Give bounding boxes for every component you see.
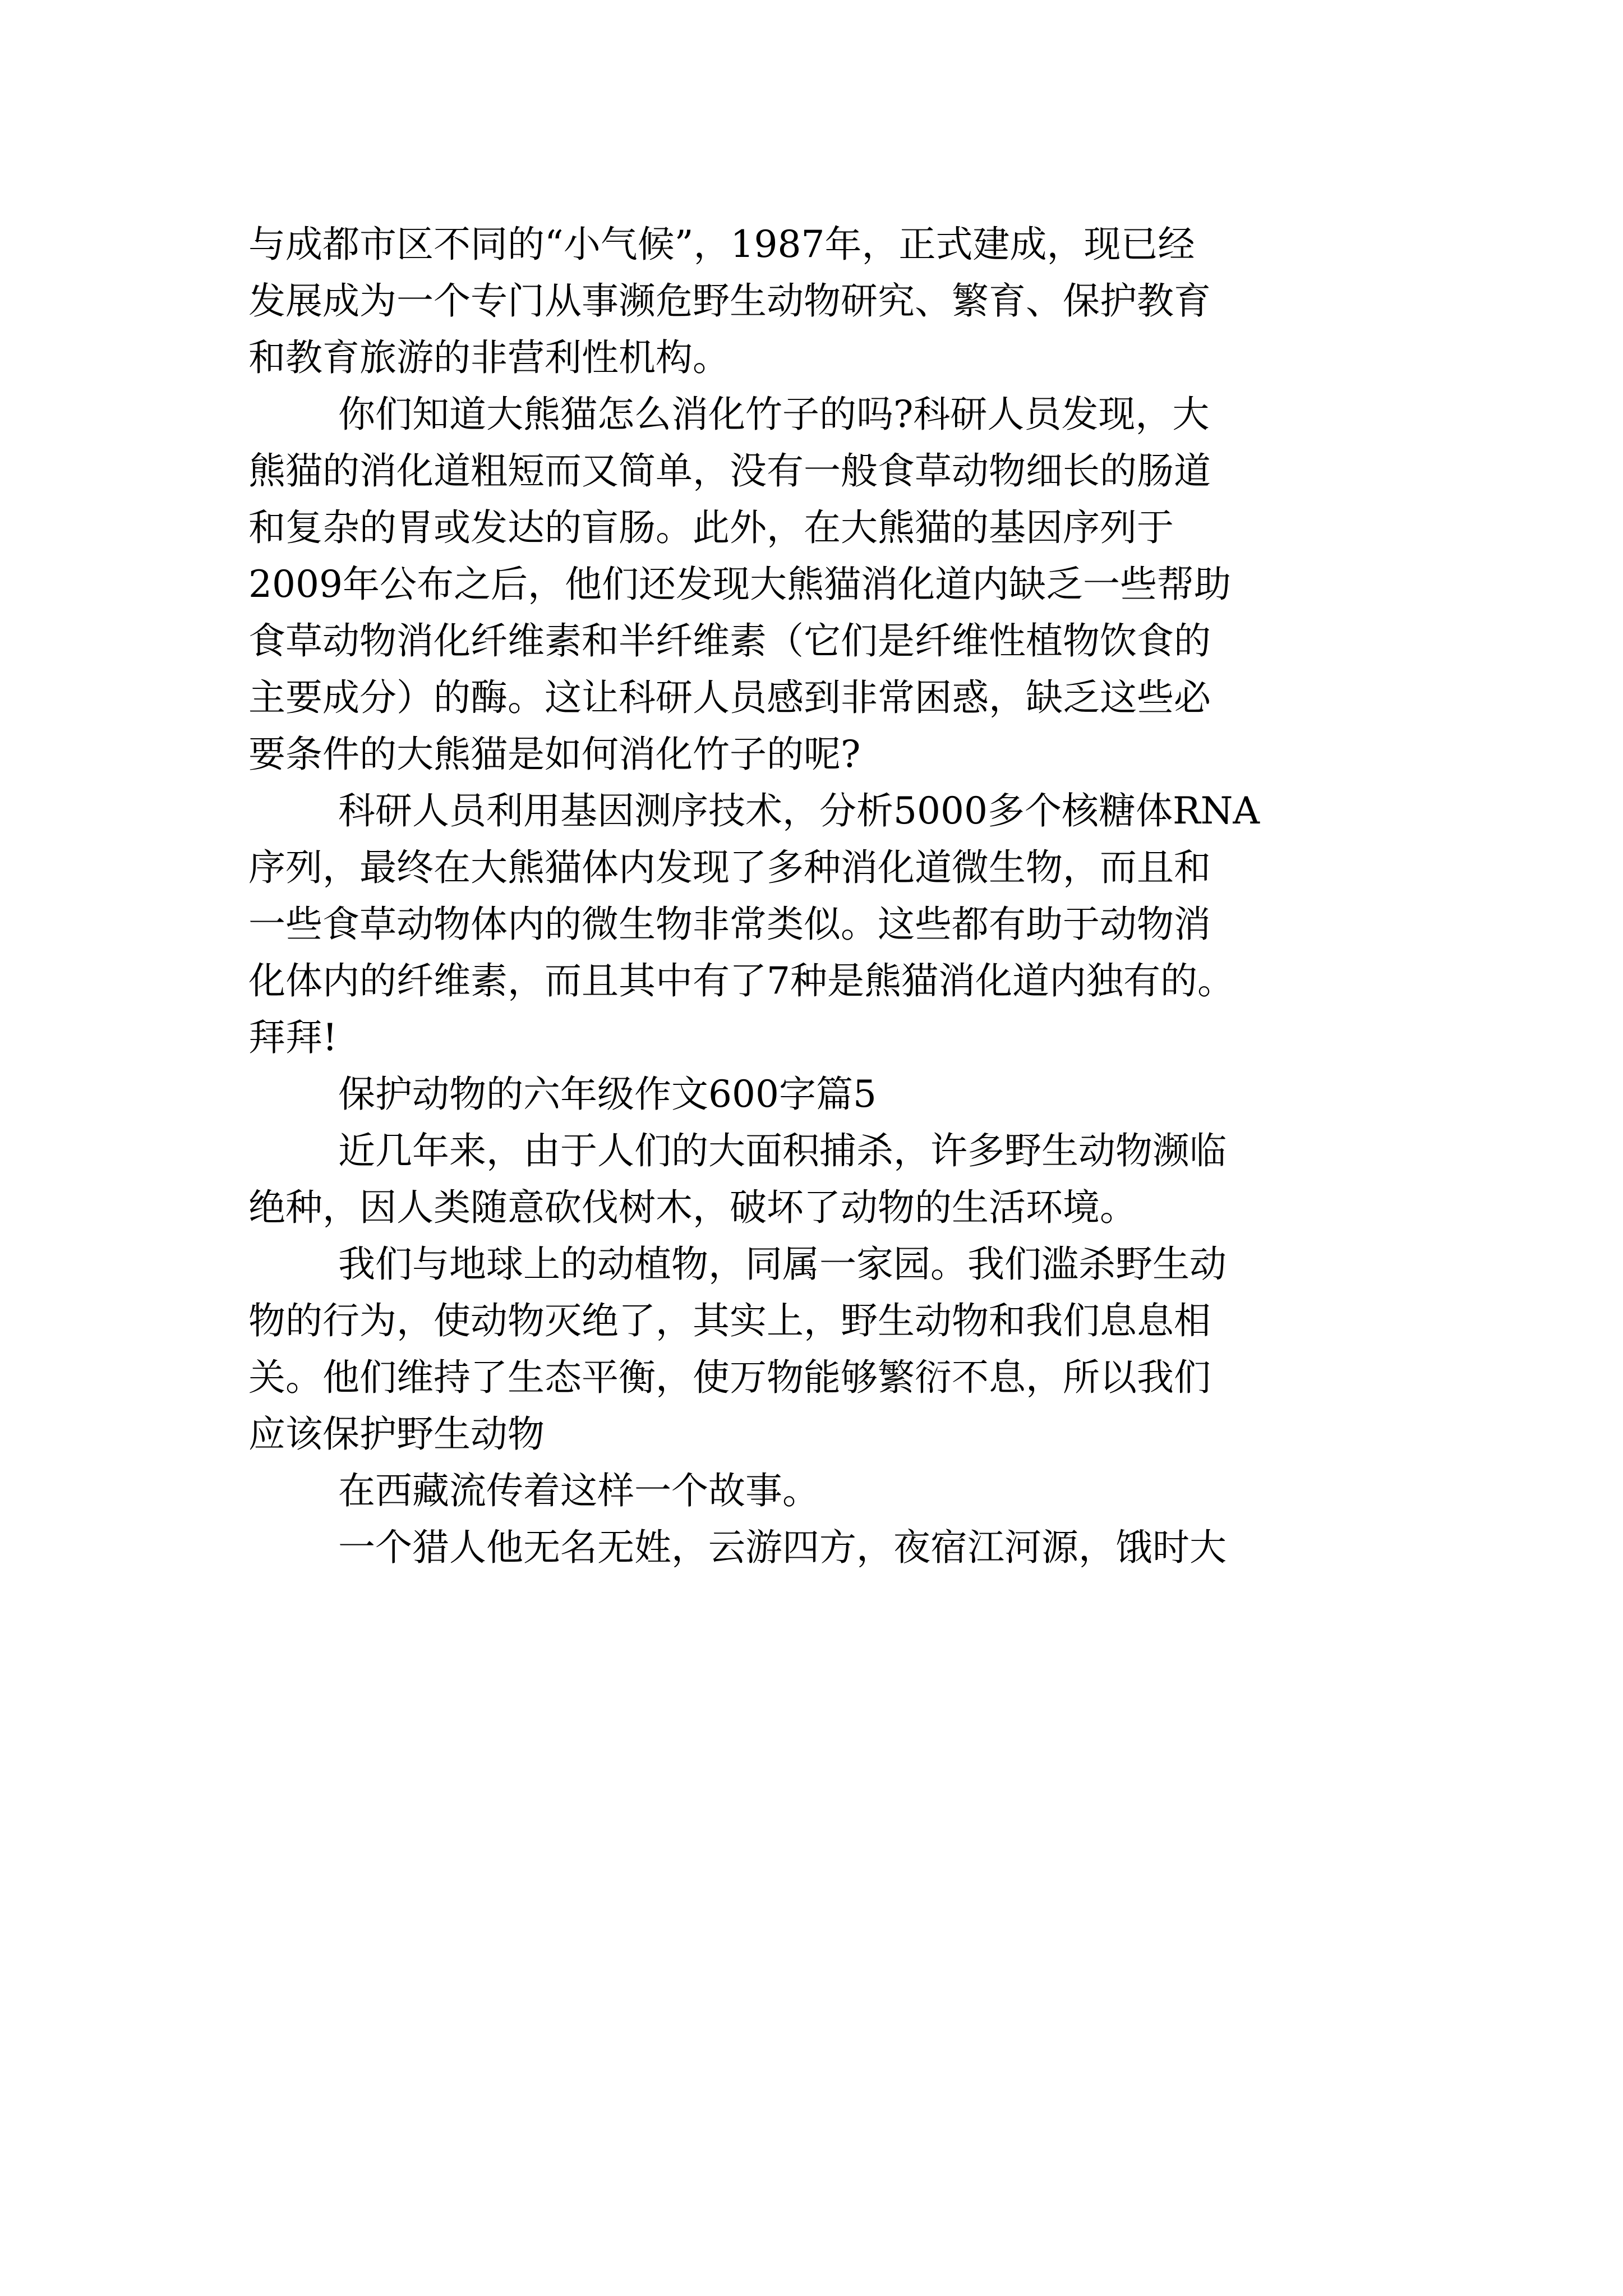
paragraph-start-line: 你们知道大熊猫怎么消化竹子的吗?科研人员发现，大: [338, 393, 1210, 436]
section-heading: 保护动物的六年级作文600字篇5: [338, 1073, 877, 1116]
text-line: 要条件的大熊猫是如何消化竹子的呢?: [248, 733, 861, 776]
text-line: 拜拜!: [248, 1016, 338, 1059]
paragraph-start-line: 一个猎人他无名无姓，云游四方，夜宿江河源，饿时大: [338, 1526, 1227, 1569]
body-text: [248, 216, 1393, 1576]
text-line: 2009年公布之后，他们还发现大熊猫消化道内缺乏一些帮助: [248, 563, 1231, 606]
text-line: 与成都市区不同的“小气候”，1987年，正式建成，现已经: [248, 223, 1195, 266]
text-line: 熊猫的消化道粗短而又简单，没有一般食草动物细长的肠道: [248, 449, 1211, 493]
paragraph-start-line: 我们与地球上的动植物，同属一家园。我们滥杀野生动: [338, 1243, 1227, 1286]
text-line: 食草动物消化纤维素和半纤维素（它们是纤维性植物饮食的: [248, 619, 1211, 662]
text-line: 物的行为，使动物灭绝了，其实上，野生动物和我们息息相: [248, 1299, 1211, 1342]
paragraph-start-line: 科研人员利用基因测序技术，分析5000多个核糖体RNA: [338, 789, 1260, 832]
text-line: 和复杂的胃或发达的盲肠。此外，在大熊猫的基因序列于: [248, 506, 1174, 549]
text-line: 关。他们维持了生态平衡，使万物能够繁衍不息，所以我们: [248, 1356, 1211, 1399]
paragraph-start-line: 近几年来，由于人们的大面积捕杀，许多野生动物濒临: [338, 1129, 1227, 1172]
text-line: 主要成分）的酶。这让科研人员感到非常困惑，缺乏这些必: [248, 676, 1211, 719]
text-line: 发展成为一个专门从事濒危野生动物研究、繁育、保护教育: [248, 279, 1211, 323]
text-line: 和教育旅游的非营利性机构。: [248, 336, 730, 379]
paragraph-start-line: 在西藏流传着这样一个故事。: [338, 1469, 819, 1512]
text-line: 应该保护野生动物: [248, 1412, 545, 1456]
text-line: 一些食草动物体内的微生物非常类似。这些都有助于动物消: [248, 903, 1211, 946]
text-line: 绝种，因人类随意砍伐树木，破坏了动物的生活环境。: [248, 1186, 1137, 1229]
text-line: 序列，最终在大熊猫体内发现了多种消化道微生物，而且和: [248, 846, 1211, 889]
text-line: 化体内的纤维素，而且其中有了7种是熊猫消化道内独有的。: [248, 959, 1234, 1002]
